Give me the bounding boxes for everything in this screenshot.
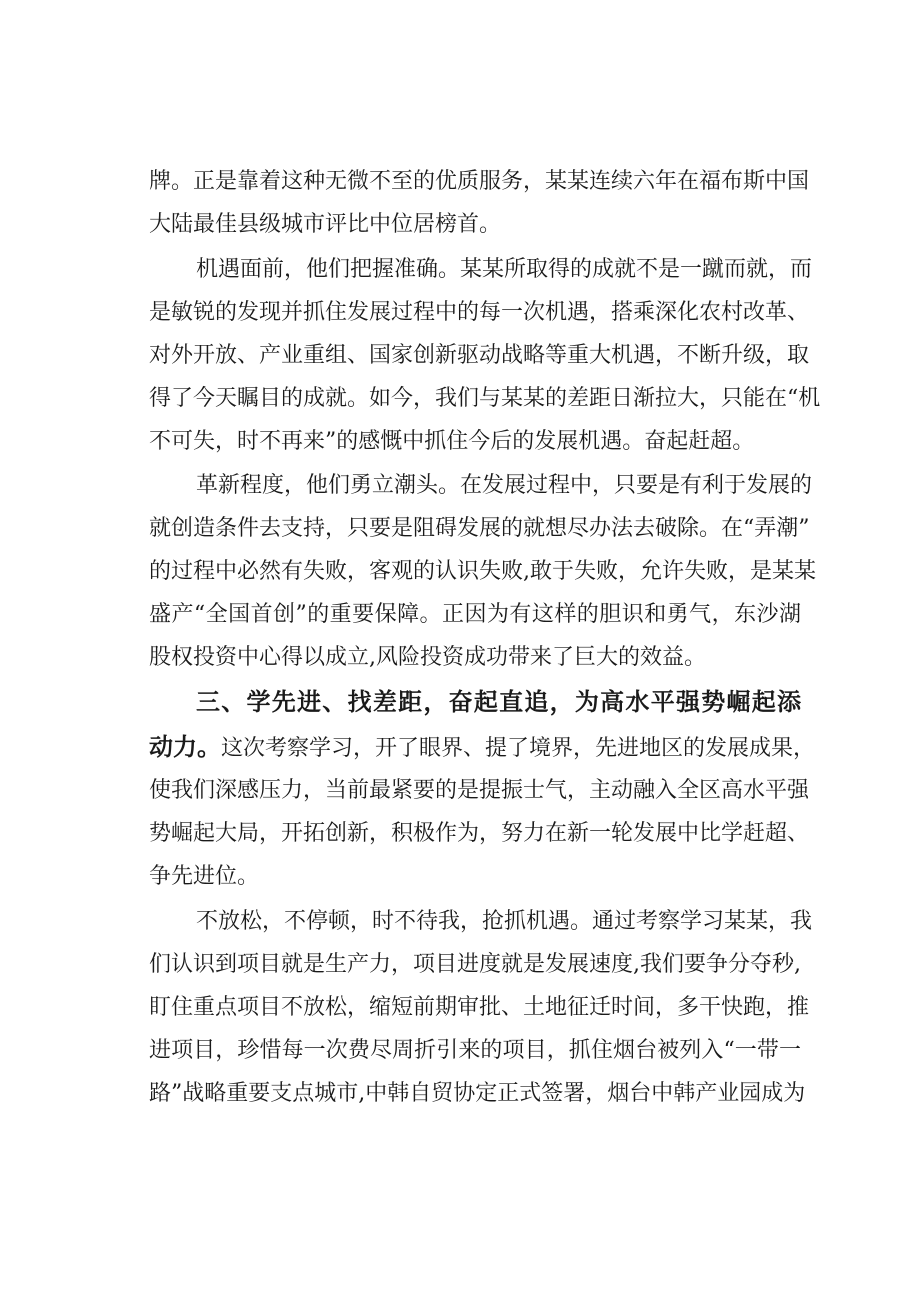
section-3-heading: 三、学先进、找差距，奋起直追，为高水平强势崛起添	[196, 688, 801, 716]
paragraph-4-line-3: 盯住重点项目不放松，缩短前期审批、土地征迁时间，多干快跑，推	[149, 995, 810, 1020]
paragraph-2-line-5: 不可失，时不再来”的感慨中抓住今后的发展机遇。奋起赶超。	[149, 429, 755, 454]
paragraph-3-line-3: 的过程中必然有失败，客观的认识失败,敢于失败，允许失败，是某某	[149, 559, 816, 584]
paragraph-4-line-5: 路”战略重要支点城市,中韩自贸协定正式签署，烟台中韩产业园成为	[149, 1081, 806, 1106]
paragraph-3-line-2: 就创造条件去支持，只要是阻碍发展的就想尽办法去破除。在“弄潮”	[149, 516, 810, 541]
paragraph-1-line-2: 大陆最佳县级城市评比中位居榜首。	[149, 212, 502, 237]
section-3-line-5: 争先进位。	[149, 864, 260, 889]
paragraph-3-line-1: 革新程度，他们勇立潮头。在发展过程中，只要是有利于发展的	[196, 473, 813, 498]
paragraph-2-line-1: 机遇面前，他们把握准确。某某所取得的成就不是一蹴而就，而	[196, 257, 813, 282]
section-3-line-4: 势崛起大局，开拓创新，积极作为，努力在新一轮发展中比学赶超、	[149, 821, 810, 846]
section-3-line-3: 使我们深感压力，当前最紧要的是提振士气，主动融入全区高水平强	[149, 778, 810, 803]
paragraph-2-line-4: 得了今天瞩目的成就。如今，我们与某某的差距日渐拉大，只能在“机	[149, 386, 821, 411]
section-3-heading-end: 动力。	[149, 733, 221, 761]
paragraph-4-line-1: 不放松，不停顿，时不待我，抢抓机遇。通过考察学习某某，我	[196, 909, 813, 934]
section-3-text-start: 这次考察学习，开了眼界、提了境界，先进地区的发展成果，	[221, 736, 816, 761]
paragraph-4-line-2: 们认识到项目就是生产力，项目进度就是发展速度,我们要争分夺秒,	[149, 952, 801, 977]
paragraph-4-line-4: 进项目，珍惜每一次费尽周折引来的项目，抓住烟台被列入“一带一	[149, 1038, 801, 1063]
paragraph-2-line-2: 是敏锐的发现并抓住发展过程中的每一次机遇，搭乘深化农村改革、	[149, 300, 810, 325]
section-3-line-2	[149, 731, 816, 763]
paragraph-1-line-1: 牌。正是靠着这种无微不至的优质服务，某某连续六年在福布斯中国	[149, 169, 810, 194]
paragraph-3-line-5: 股权投资中心得以成立,风险投资成功带来了巨大的效益。	[149, 645, 706, 670]
paragraph-3-line-4: 盛产“全国首创”的重要保障。正因为有这样的胆识和勇气，东沙湖	[149, 602, 801, 627]
paragraph-2-line-3: 对外开放、产业重组、国家创新驱动战略等重大机遇，不断升级，取	[149, 343, 810, 368]
